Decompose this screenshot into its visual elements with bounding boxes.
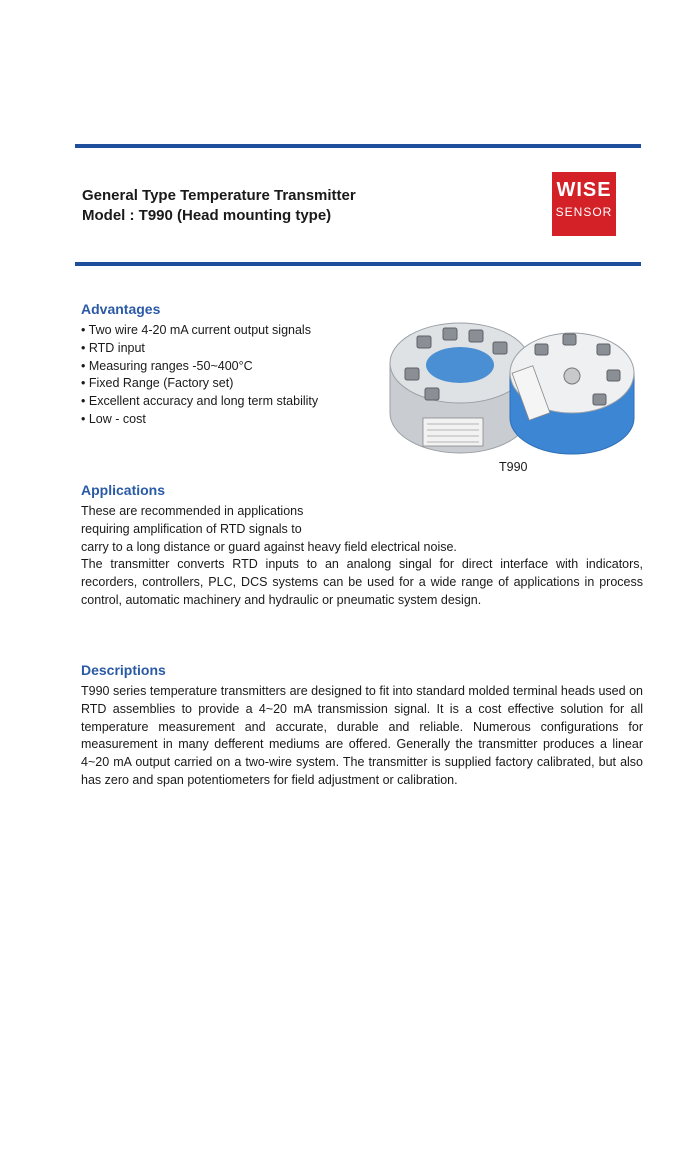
advantages-heading: Advantages: [81, 301, 161, 317]
applications-heading: Applications: [81, 482, 166, 498]
page-title: [82, 186, 356, 226]
advantage-item: • Low - cost: [81, 411, 318, 429]
product-caption: T990: [499, 460, 528, 474]
advantages-list: [81, 322, 318, 429]
title-line-2: Model : T990 (Head mounting type): [82, 207, 332, 224]
transmitter-right: [510, 333, 634, 454]
transmitter-left: [390, 323, 530, 453]
advantage-item: • Excellent accuracy and long term stability: [81, 393, 318, 411]
applications-text: [81, 503, 643, 610]
advantage-item: • Two wire 4-20 mA current output signals: [81, 322, 318, 340]
logo-line-2: SENSOR: [555, 205, 613, 219]
descriptions-heading: Descriptions: [81, 662, 166, 678]
wise-sensor-logo: [552, 172, 616, 236]
advantage-item: • Measuring ranges -50~400°C: [81, 358, 318, 376]
advantage-item: • RTD input: [81, 340, 318, 358]
header-top-rule: [75, 144, 641, 148]
advantage-item: • Fixed Range (Factory set): [81, 375, 318, 393]
applications-line: carry to a long distance or guard against heavy field electrical noise.: [81, 539, 457, 554]
applications-line: requiring amplification of RTD signals to: [81, 521, 302, 536]
header-bottom-rule: [75, 262, 641, 266]
applications-line: These are recommended in applications: [81, 504, 304, 518]
applications-paragraph: The transmitter converts RTD inputs to an analong singal for direct interface with indicators, recorders, controllers, PLC, DCS systems can be used for a wide range of applications in process control, automatic machinery and hydraulic or pneumatic system design.: [81, 557, 643, 607]
logo-line-1: WISE: [556, 179, 612, 201]
title-line-1: General Type Temperature Transmitter: [82, 187, 356, 204]
product-image: [385, 318, 640, 468]
descriptions-text: T990 series temperature transmitters are designed to fit into standard molded terminal heads used on RTD assemblies to provide a 4~20 mA transmission signal. It is a cost effective solution for all temperature measurement and accurate, durable and reliable. Numerous configurations for measurement in many defferent mediums are offered. Generally the transmitter produces a linear 4~20 mA output carried on a two-wire system. The transmitter is supplied factory calibrated, but also has zero and span potentiometers for field adjustment or calibration.: [81, 684, 643, 787]
